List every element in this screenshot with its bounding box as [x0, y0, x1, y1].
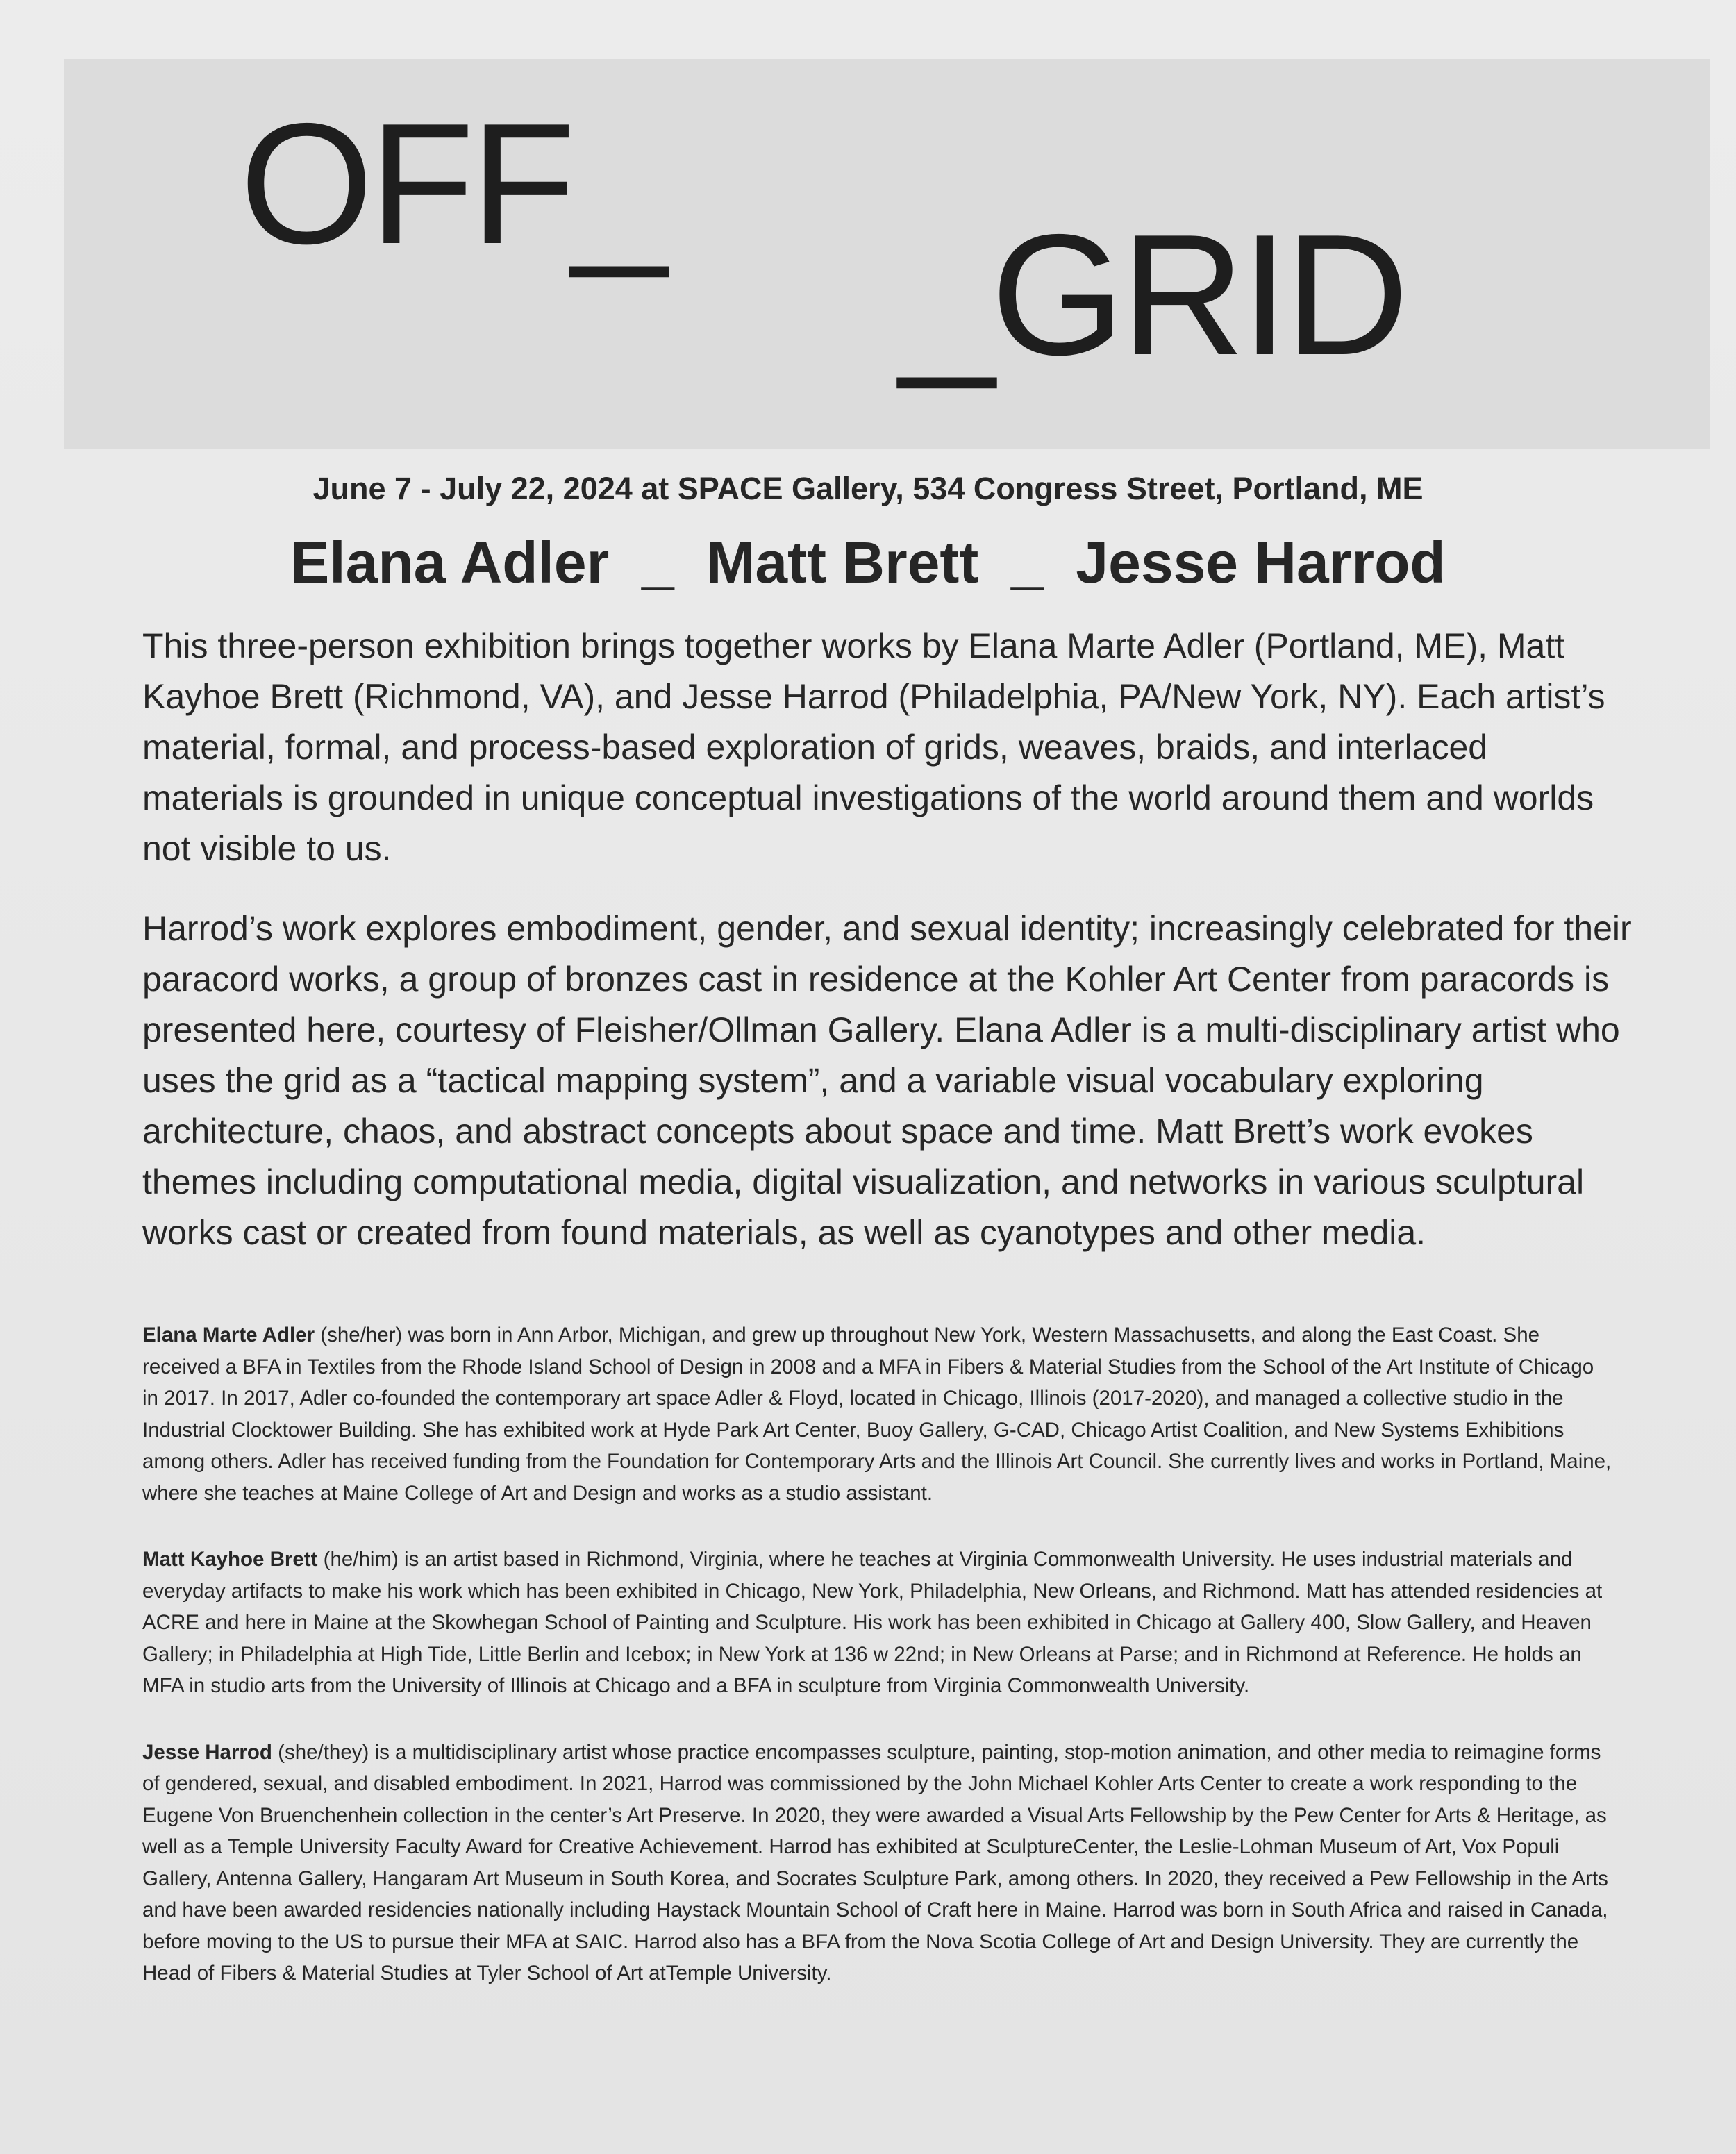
title-off: OFF_	[240, 87, 663, 280]
bio-adler	[142, 1319, 1614, 1509]
bios-section	[142, 1319, 1614, 2024]
bio-brett	[142, 1544, 1614, 1702]
bio-harrod-name: Jesse Harrod	[142, 1740, 272, 1764]
bio-harrod-text: (she/they) is a multidisciplinary artist whose practice encompasses sculpture, painting, stop-motion animation, and other media to reimagine forms of gendered, sexual, and disabled embodiment. In 2021, Harrod was commissioned by the John Michael Kohler Arts Center to create a work responding to the Eugene Von Bruenchenhein collection in the center’s Art Preserve. In 2020, they were awarded a Visual Arts Fellowship by the Pew Center for Arts & Heritage, as well as a Temple University Faculty Award for Creative Achievement. Harrod has exhibited at SculptureCenter, the Leslie-Lohman Museum of Art, Vox Populi Gallery, Antenna Gallery, Hangaram Art Museum in South Korea, and Socrates Sculpture Park, among others. In 2020, they received a Pew Fellowship in the Arts and have been awarded residencies nationally including Haystack Mountain School of Craft here in Maine. Harrod was born in South Africa and raised in Canada, before moving to the US to pursue their MFA at SAIC. Harrod also has a BFA from the Nova Scotia College of Art and Design University. They are currently the Head of Fibers & Material Studies at Tyler School of Art atTemple University.	[142, 1740, 1608, 1985]
bio-harrod	[142, 1737, 1614, 1989]
exhibition-dates-location: June 7 - July 22, 2024 at SPACE Gallery, 534 Congress Street, Portland, ME	[312, 471, 1424, 506]
bio-adler-text: (she/her) was born in Ann Arbor, Michigan, and grew up throughout New York, Western Massachusetts, and along the East Coast. She received a BFA in Textiles from the Rhode Island School of Design in 2008 and a MFA in Fibers & Material Studies from the School of the Art Institute of Chicago in 2017. In 2017, Adler co-founded the contemporary art space Adler & Floyd, located in Chicago, Illinois (2017-2020), and managed a collective studio in the Industrial Clocktower Building. She has exhibited work at Hyde Park Art Center, Buoy Gallery, G-CAD, Chicago Artist Coalition, and New Systems Exhibitions among others. Adler has received funding from the Foundation for Contemporary Arts and the Illinois Art Council. She currently lives and works in Portland, Maine, where she teaches at Maine College of Art and Design and works as a studio assistant.	[142, 1324, 1612, 1505]
artists-line: Elana Adler _ Matt Brett _ Jesse Harrod	[290, 530, 1446, 595]
bio-brett-text: (he/him) is an artist based in Richmond, Virginia, where he teaches at Virginia Commonwealth University. He uses industrial materials and everyday artifacts to make his work which has been exhibited in Chicago, New York, Philadelphia, New Orleans, and Richmond. Matt has attended residencies at ACRE and here in Maine at the Skowhegan School of Painting and Sculpture. His work has been exhibited in Chicago at Gallery 400, Slow Gallery, and Heaven Gallery; in Philadelphia at High Tide, Little Berlin and Icebox; in New York at 136 w 22nd; in New Orleans at Parse; and in Richmond at Reference. He holds an MFA in studio arts from the University of Illinois at Chicago and a BFA in sculpture from Virginia Commonwealth University.	[142, 1548, 1603, 1697]
title-grid: _GRID	[899, 198, 1405, 391]
intro-paragraph-1: This three-person exhibition brings together works by Elana Marte Adler (Portland, ME), Matt Kayhoe Brett (Richmond, VA), and Jesse Harrod (Philadelphia, PA/New York, NY). Each artist’s material, formal, and process-based exploration of grids, weaves, braids, and interlaced materials is grounded in unique conceptual investigations of the world around them and worlds not visible to us.	[142, 626, 1605, 868]
bio-adler-name: Elana Marte Adler	[142, 1324, 315, 1346]
bio-brett-name: Matt Kayhoe Brett	[142, 1548, 318, 1571]
intro-section	[142, 621, 1635, 1287]
intro-paragraph-2: Harrod’s work explores embodiment, gender, and sexual identity; increasingly celebrated for their paracord works, a group of bronzes cast in residence at the Kohler Art Center from paracords is presented here, courtesy of Fleisher/Ollman Gallery. Elana Adler is a multi-disciplinary artist who uses the grid as a “tactical mapping system”, and a variable visual vocabulary exploring architecture, chaos, and abstract concepts about space and time. Matt Brett’s work evokes themes including computational media, digital visualization, and networks in various sculptural works cast or created from found materials, as well as cyanotypes and other media.	[142, 909, 1632, 1252]
